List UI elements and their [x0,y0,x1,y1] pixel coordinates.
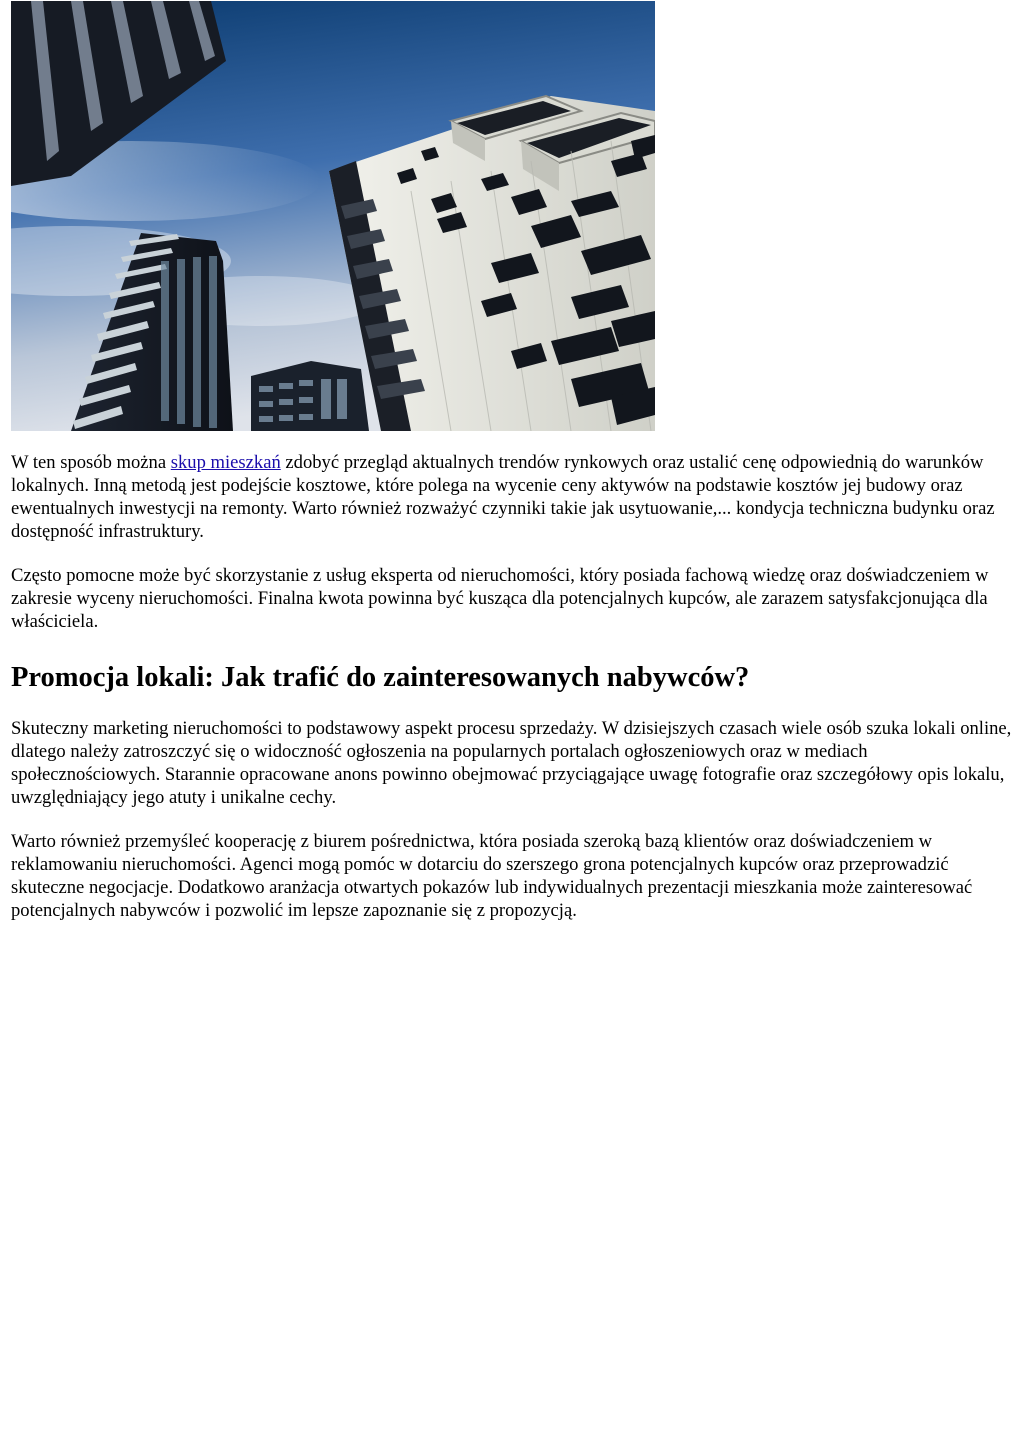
section-heading: Promocja lokali: Jak trafić do zainteresowanych nabywców? [11,662,750,693]
paragraph-expert-help: Często pomocne może być skorzystanie z usług eksperta od nieruchomości, który posiada fachową wiedzę oraz doświadczeniem w zakresie wyceny nieruchomości. Finalna kwota powinna być kusząca dla potencjalnych kupców, ale zarazem satysfakcjonująca dla właściciela. [11,565,989,632]
paragraph-1-before-link: W ten sposób można [11,452,171,473]
paragraph-valuation-methods [11,451,1015,543]
paragraph-1-after-link: zdobyć przegląd aktualnych trendów rynkowych oraz ustalić cenę odpowiednią do warunków lokalnych. Inną metodą jest podejście kosztowe, które polega na wycenie ceny aktywów na podstawie kosztów jej budowy oraz ewentualnych inwestycji na remonty. Warto również rozważyć czynniki takie jak usytuowanie,... kondycja techniczna budynku oraz dostępność infrastruktury. [11,452,995,542]
skup-mieszkan-link[interactable]: skup mieszkań [170,452,281,473]
skyscrapers-photo-icon [11,1,655,431]
paragraph-online-marketing: Skuteczny marketing nieruchomości to podstawowy aspekt procesu sprzedaży. W dzisiejszych czasach wiele osób szuka lokali online, dlatego należy zatroszczyć się o widoczność ogłoszenia na popularnych portalach ogłoszeniowych oraz w mediach społecznościowych. Starannie opracowane anons powinno obejmować przyciągające uwagę fotografie oraz szczegółowy opis lokalu, uwzględniający jego atuty i unikalne cechy. [11,718,1012,808]
article [11,0,1015,922]
paragraph-agency-cooperation: Warto również przemyśleć kooperację z biurem pośrednictwa, która posiada szeroką bazą klientów oraz doświadczeniem w reklamowaniu nieruchomości. Agenci mogą pomóc w dotarciu do szerszego grona potencjalnych kupców oraz przeprowadzić skuteczne negocjacje. Dodatkowo aranżacja otwartych pokazów lub indywidualnych prezentacji mieszkania może zainteresować potencjalnych nabywców i pozwolić im lepsze zapoznanie się z propozycją. [11,831,973,921]
hero-image [11,1,655,431]
